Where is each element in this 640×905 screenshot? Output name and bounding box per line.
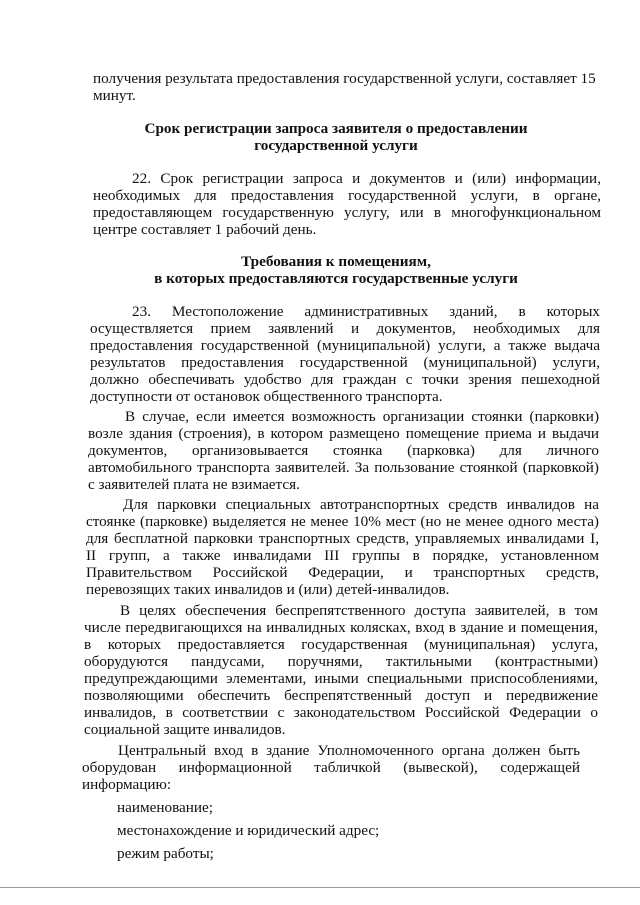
section-heading: Срок регистрации запроса заявителя о предоставлении <box>144 120 528 137</box>
text-line: минут. <box>93 87 136 104</box>
paragraph-line: Для парковки специальных автотранспортных средств инвалидов на <box>123 496 599 513</box>
paragraph-line: предупреждающими элементами, иными специальными приспособлениями, <box>84 670 598 687</box>
paragraph-line: автомобильного транспорта заявителей. За пользование стоянкой (парковкой) <box>88 459 599 476</box>
paragraph-line: Правительством Российской Федерации, и транспортных средств, <box>86 564 599 581</box>
paragraph-line: стоянке (парковке) выделяется не менее 10% мест (но не менее одного места) <box>86 513 599 530</box>
paragraph-line: для бесплатной парковки транспортных средств, управляемых инвалидами I, <box>86 530 599 547</box>
page-edge-divider <box>0 887 640 888</box>
paragraph-line: инвалидов, в соответствии с законодательством Российской Федерации о <box>84 704 598 721</box>
paragraph-line: оборудуются пандусами, поручнями, тактильными (контрастными) <box>84 653 598 670</box>
paragraph-line: необходимых для предоставления государственной услуги, в органе, <box>93 187 601 204</box>
paragraph-line: информацию: <box>82 776 172 793</box>
paragraph-line: В целях обеспечения беспрепятственного доступа заявителей, в том <box>120 602 598 619</box>
section-heading: в которых предоставляются государственные услуги <box>154 270 518 287</box>
list-item: наименование; <box>117 799 213 816</box>
paragraph-line: возле здания (строения), в котором размещено помещение приема и выдачи <box>88 425 599 442</box>
paragraph-line: предоставляющем государственную услугу, или в многофункциональном <box>93 204 601 221</box>
paragraph-line: предоставления государственной (муниципальной) услуги, а также выдача <box>90 337 600 354</box>
list-item: местонахождение и юридический адрес; <box>117 822 380 839</box>
paragraph-line: социальной защите инвалидов. <box>84 721 286 738</box>
section-heading: Требования к помещениям, <box>241 253 431 270</box>
paragraph-line: с заявителей плата не взимается. <box>88 476 300 493</box>
paragraph-line: 23. Местоположение административных зданий, в которых <box>132 303 600 320</box>
paragraph-line: должно обеспечивать удобство для граждан с точки зрения пешеходной <box>90 371 600 388</box>
paragraph-line: позволяющими обеспечить беспрепятственный доступ и передвижение <box>84 687 598 704</box>
section-heading: государственной услуги <box>254 137 418 154</box>
paragraph-line: в которых предоставляется государственная (муниципальная) услуга, <box>84 636 598 653</box>
paragraph-line: 22. Срок регистрации запроса и документов и (или) информации, <box>132 170 601 187</box>
paragraph-line: II групп, а также инвалидами III группы в порядке, установленном <box>86 547 599 564</box>
paragraph-line: результатов предоставления государственной (муниципальной) услуги, <box>90 354 600 371</box>
paragraph-line: доступности от остановок общественного транспорта. <box>90 388 443 405</box>
paragraph-line: числе передвигающихся на инвалидных колясках, вход в здание и помещения, <box>84 619 598 636</box>
paragraph-line: документов, организовывается стоянка (парковка) для личного <box>88 442 599 459</box>
list-item: режим работы; <box>117 845 214 862</box>
text-line: получения результата предоставления государственной услуги, составляет 15 <box>93 70 596 87</box>
paragraph-line: центре составляет 1 рабочий день. <box>93 221 317 238</box>
paragraph-line: Центральный вход в здание Уполномоченного органа должен быть <box>118 742 580 759</box>
paragraph-line: оборудован информационной табличкой (вывеской), содержащей <box>82 759 580 776</box>
paragraph-line: осуществляется прием заявлений и документов, необходимых для <box>90 320 600 337</box>
paragraph-line: перевозящих таких инвалидов и (или) детей-инвалидов. <box>86 581 450 598</box>
paragraph-line: В случае, если имеется возможность организации стоянки (парковки) <box>125 408 599 425</box>
